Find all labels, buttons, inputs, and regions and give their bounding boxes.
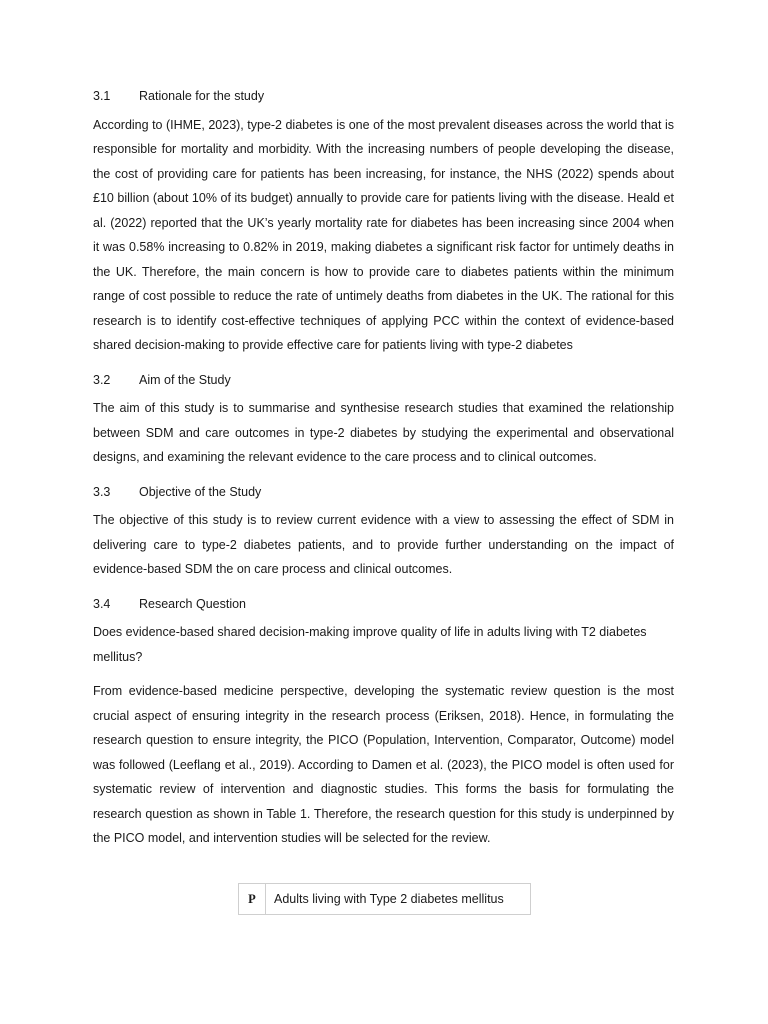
section-title: Research Question bbox=[139, 596, 247, 611]
section-heading-rationale bbox=[93, 84, 674, 109]
section-heading-objective bbox=[93, 480, 674, 505]
section-number: 3.4 bbox=[93, 596, 111, 611]
section-heading-aim bbox=[93, 368, 674, 393]
pico-table bbox=[238, 883, 531, 915]
paragraph-objective: The objective of this study is to review current evidence with a view to assessing the effect of SDM in delivering care to type-2 diabetes patients, and to provide further understanding on the impact of evidence-based SDM the on care process and clinical outcomes. bbox=[93, 513, 674, 576]
section-number: 3.1 bbox=[93, 89, 111, 103]
paragraph-pico-rationale: From evidence-based medicine perspective, developing the systematic review question is the most crucial aspect of ensuring integrity in the research process (Eriksen, 2018). Hence, in formulating the research question to ensure integrity, the PICO (Population, Intervention, Comparator, Outcome) model was followed (Leeflang et al., 2019). According to Damen et al. (2023), the PICO model is often used for systematic review of intervention and diagnostic studies. This forms the basis for formulating the research question as shown in Table 1. Therefore, the research question for this study is underpinned by the PICO model, and intervention studies will be selected for the review. bbox=[93, 684, 674, 845]
table-row bbox=[239, 884, 531, 915]
section-number: 3.2 bbox=[93, 372, 111, 387]
section-number: 3.3 bbox=[93, 484, 111, 499]
pico-value-cell: Adults living with Type 2 diabetes mellitus bbox=[266, 884, 531, 915]
paragraph-research-question: Does evidence-based shared decision-making improve quality of life in adults living with T2 diabetes mellitus? bbox=[93, 625, 647, 664]
section-title: Objective of the Study bbox=[139, 484, 262, 499]
paragraph-rationale: According to (IHME, 2023), type-2 diabetes is one of the most prevalent diseases across the world that is responsible for mortality and morbidity. With the increasing numbers of people developing the disease, the cost of providing care for patients has been increasing, for instance, the NHS (2022) spends about £10 billion (about 10% of its budget) annually to provide care for patients living with the disease. Heald et al. (2022) reported that the UK’s yearly mortality rate for diabetes has been increasing since 2004 when it was 0.58% increasing to 0.82% in 2019, making diabetes a significant risk factor for untimely deaths in the UK. Therefore, the main concern is how to provide care to diabetes patients within the minimum range of cost possible to reduce the rate of untimely deaths from diabetes in the UK. The rational for this research is to identify cost-effective techniques of applying PCC within the context of evidence-based shared decision-making to provide effective care for patients living with type-2 diabetes bbox=[93, 117, 674, 352]
section-title: Rationale for the study bbox=[139, 89, 265, 103]
paragraph-aim: The aim of this study is to summarise and synthesise research studies that examined the relationship between SDM and care outcomes in type-2 diabetes by studying the experimental and observational designs, and examining the relevant evidence to the care process and to clinical outcomes. bbox=[93, 401, 674, 464]
section-heading-research-question bbox=[93, 592, 674, 617]
document-body bbox=[93, 84, 674, 851]
pico-key-cell: P bbox=[239, 884, 266, 915]
section-title: Aim of the Study bbox=[139, 372, 231, 387]
